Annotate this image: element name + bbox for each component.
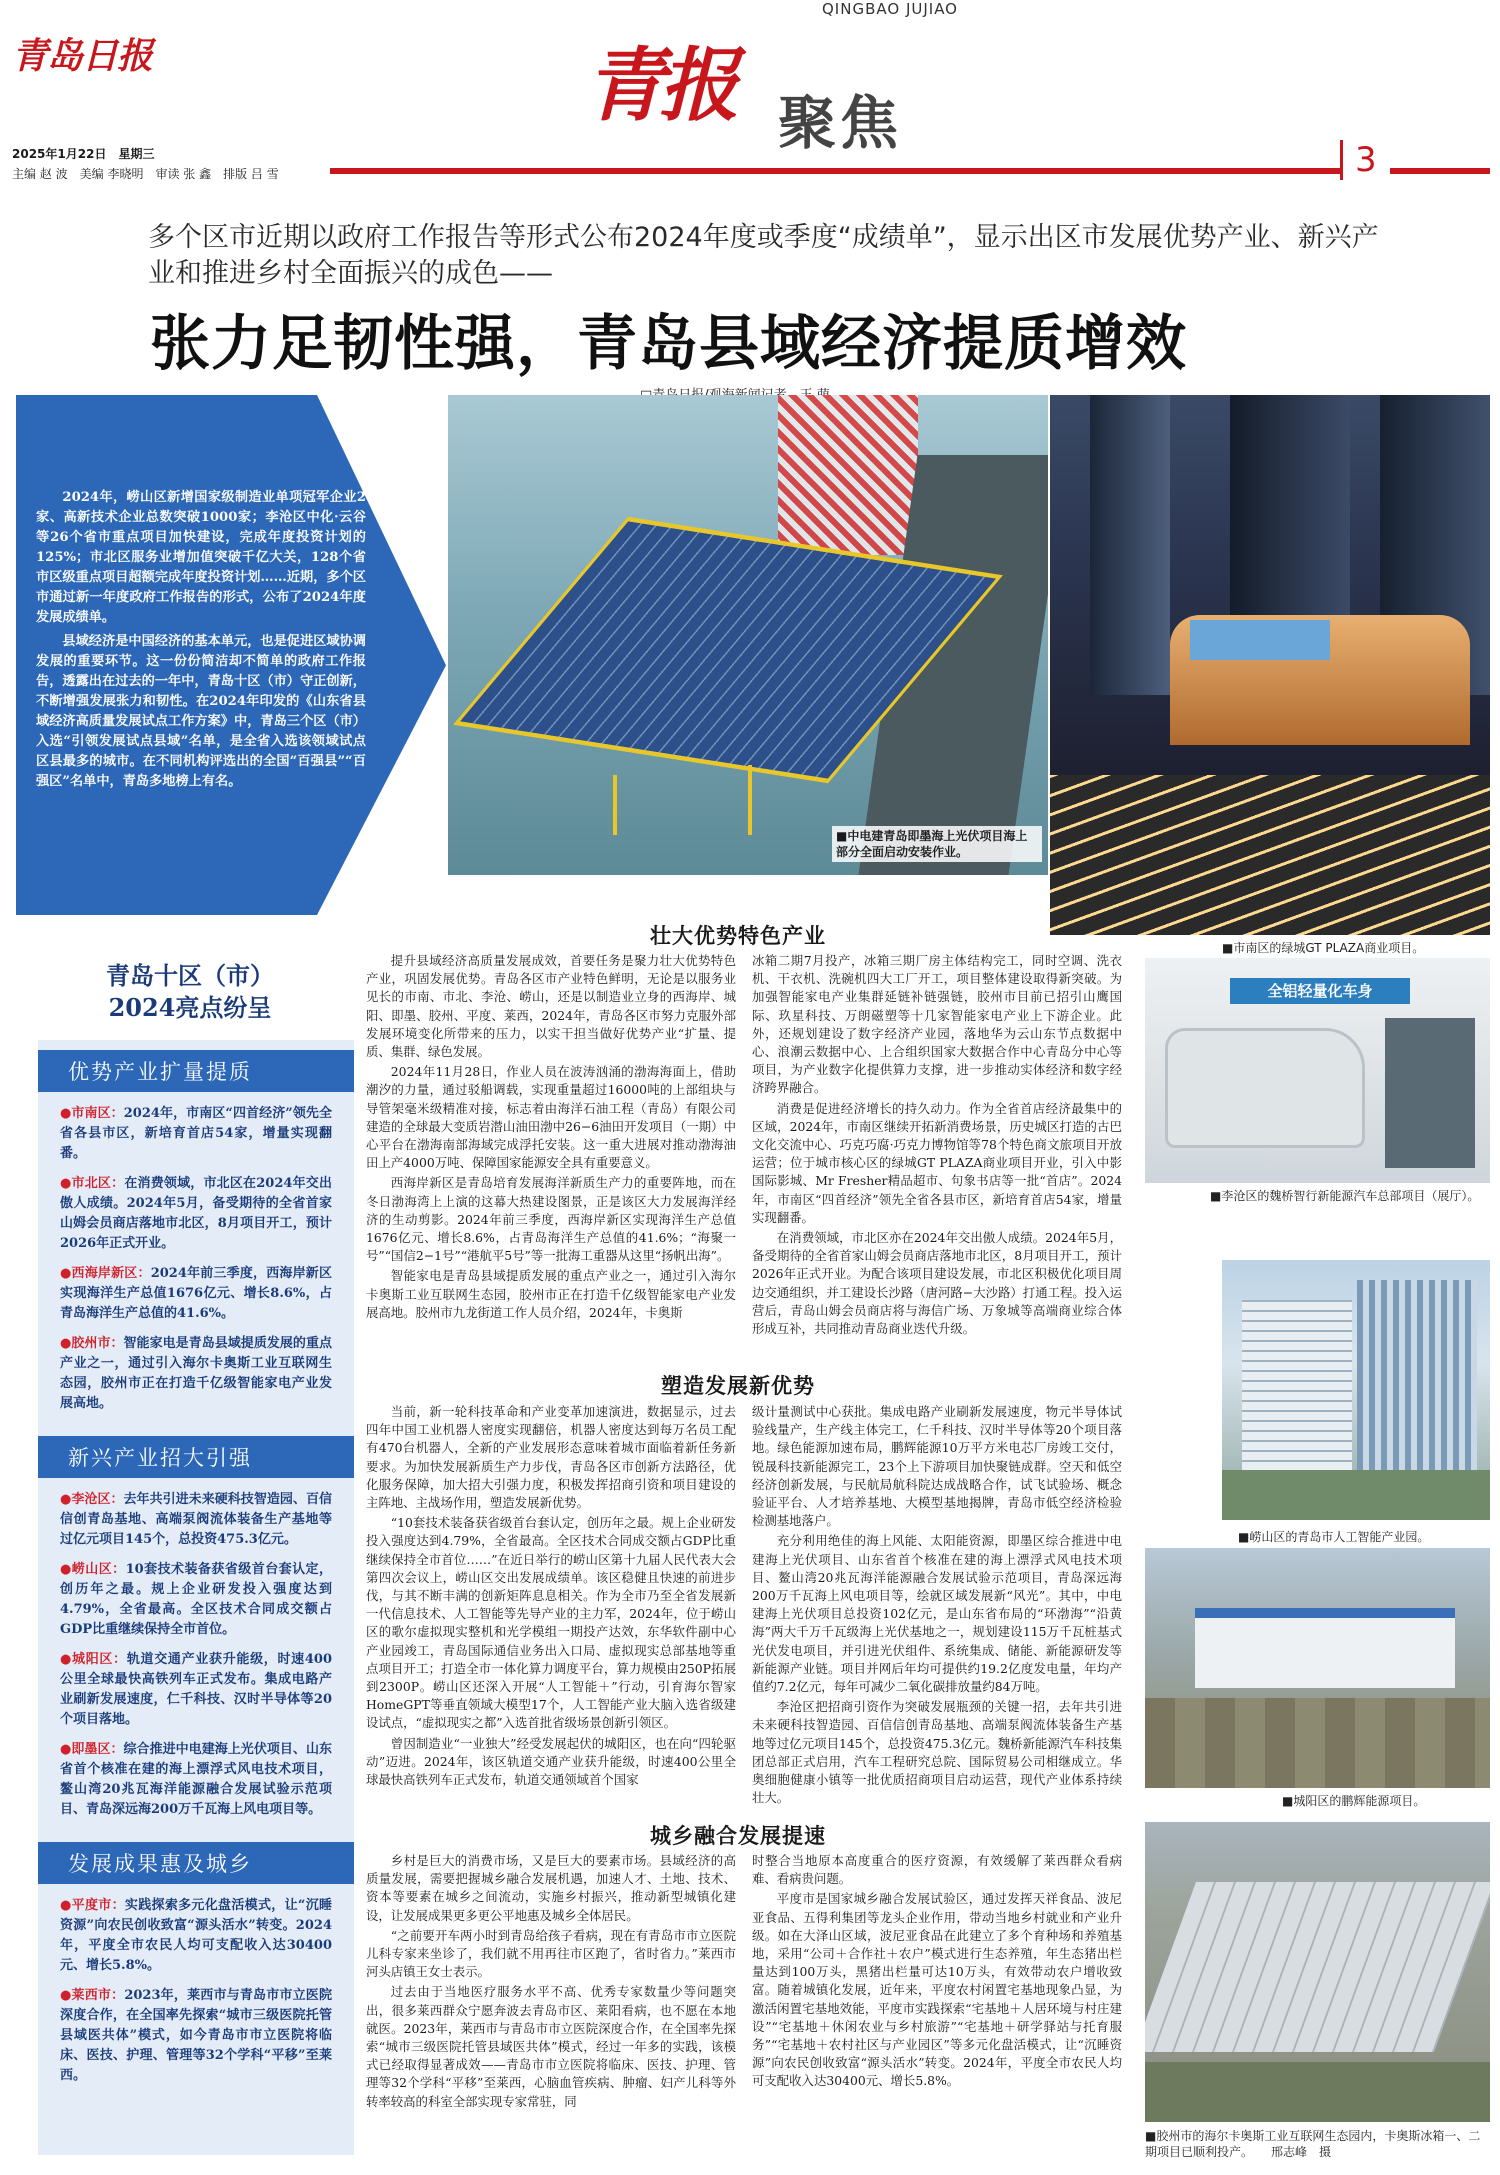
energy-plant-caption: ■城阳区的鹏辉能源项目。 (1282, 1794, 1426, 1808)
sidebar-title-line2: 2024亮点纷呈 (108, 993, 272, 1022)
ai-park-photo (1222, 1260, 1490, 1520)
article-column (366, 1852, 736, 2113)
gt-plaza-caption: ■市南区的绿城GT PLAZA商业项目。 (1222, 941, 1425, 955)
gt-plaza-photo (1050, 395, 1490, 935)
sidebar-item: ●莱西市：2023年，莱西市与青岛市市立医院深度合作，在全国率先探索“城市三级医院托管县域医共体”模式，如今青岛市市立医院将临床、医技、护理、管理等32个学科“平移”至莱西。 (60, 1988, 332, 2083)
paragraph: 冰箱二期7月投产，冰箱三期厂房主体结构完工，同时空调、洗衣机、干衣机、洗碗机四大工厂开工，项目整体建设取得新突破。为加强智能家电产业集群延链补链强链，胶州市目前已招引山鹰国际、玖星科技、万朗磁塑等十几家智能家电产业上下游企业。此外，还规划建设了数字经济产业园，落地华为云山东节点数据中心、浪潮云数据中心、上合组织国家大数据合作中心青岛分中心等项目，为产业数字化提供算力支撑，进一步推动实体经济和数字经济跨界融合。 (752, 953, 1122, 1096)
masthead-rule-right (1390, 168, 1490, 174)
paragraph: 提升县域经济高质量发展成效，首要任务是聚力壮大优势特色产业，巩固发展优势。青岛各区市产业特色鲜明，无论是以服务业见长的市南、市北、李沧、崂山，还是以制造业立身的西海岸、城阳、即墨、胶州、平度、莱西，2024年，青岛各区市努力克服外部发展环境变化所带来的压力，以实干担当做好优势产业“扩量、提质、集群、绿色发展。 (366, 953, 736, 1060)
factory-photo (1145, 1822, 1490, 2122)
tower (1090, 395, 1170, 695)
article-column (366, 952, 736, 1324)
platform-leg (613, 775, 617, 835)
sidebar-item: ●市北区：在消费领域，市北区在2024年交出傲人成绩。2024年5月，备受期待的全省首家山姆会员商店落地市北区，8月项目开工，预计2026年正式开业。 (60, 1176, 332, 1251)
sidebar-panel (38, 1040, 354, 2155)
paragraph: 级计量测试中心获批。集成电路产业刷新发展速度，物元半导体试验线量产，生产线主体完工，仁千科技、汉时半导体等20个项目落地。绿色能源加速布局，鹏辉能源10万平方米电芯厂房竣工交付，锐晟科技新能源完工，23个上下游项目加快聚链成群。空天和低空经济创新发展，与民航局航科院达成战略合作，试飞试验场、概念验证平台、人才培养基地、大模型基地揭牌，青岛市低空经济检验检测基地落户。 (752, 1404, 1122, 1529)
sidebar-heading-1: 优势产业扩量提质 (38, 1050, 354, 1092)
factory-caption: ■胶州市的海尔卡奥斯工业互联网生态园内，卡奥斯冰箱一、二期项目已顺利投产。 邢志峰 摄 (1145, 2129, 1481, 2159)
section-heading-3: 城乡融合发展提速 (650, 1823, 826, 1848)
section-heading-2: 塑造发展新优势 (661, 1373, 815, 1398)
car-frame (1165, 1028, 1365, 1148)
headline-title: 张力足韧性强，青岛县域经济提质增效 (150, 309, 1187, 379)
grounds (1145, 1698, 1490, 1788)
paragraph: 时整合当地原本高度重合的医疗资源，有效缓解了莱西群众看病难、看病贵问题。 (752, 1853, 1122, 1887)
masthead-pinyin: QINGBAO JUJIAO (822, 0, 958, 18)
display-panel (1385, 1018, 1475, 1168)
headline-kicker: 多个区市近期以政府工作报告等形式公布2024年度或季度“成绩单”，显示出区市发展优势产业、新兴产业和推进乡村全面振兴的成色—— (148, 222, 1379, 289)
sidebar-item: ●市南区：2024年，市南区“四首经济”领先全省各县市区，新培育首店54家，增量实现翻番。 (60, 1106, 333, 1161)
section-logo: 青报 (585, 38, 733, 132)
issue-date: 2025年1月22日 星期三 (12, 147, 155, 161)
paragraph: 消费是促进经济增长的持久动力。作为全省首店经济最集中的区域，2024年，市南区继续开拓新消费场景，历史城区打造的古巴文化交流中心、巧克巧腐·巧克力博物馆等78个特色商文旅项目开放运营；位于城市核心区的绿城GT PLAZA商业项目开业，引入中影国际影城、Mr Fresher精品超市、句象书店等一批“首店”。2024年，市南区“四首经济”领先全省各县市区，新培育首店54家，增量实现翻番。 (752, 1100, 1122, 1225)
energy-plant-photo (1145, 1548, 1490, 1788)
sidebar-item: ●平度市：实践探索多元化盘活模式，让“沉睡资源”向农民创收致富“源头活水”转变。2024年，平度全市农民人均可支配收入达30400元、增长5.8%。 (60, 1898, 332, 1973)
solar-photo-caption: ■中电建青岛即墨海上光伏项目海上部分全面启动安装作业。 (832, 826, 1042, 862)
tower (1230, 395, 1350, 635)
landscape (1222, 1470, 1490, 1520)
sidebar-title (60, 960, 320, 1024)
paragraph: “之前要开车两小时到青岛给孩子看病，现在有青岛市市立医院儿科专家来坐诊了，我们就不用再往市区跑了，省时省力。”莱西市河头店镇王女士表示。 (366, 1927, 736, 1980)
sidebar-item: ●胶州市：智能家电是青岛县域提质发展的重点产业之一，通过引入海尔卡奥斯工业互联网生态园，胶州市正在打造千亿级智能家电产业发展高地。 (60, 1336, 332, 1411)
sidebar-item: ●城阳区：轨道交通产业获升能级，时速400公里全球最快高铁列车正式发布。集成电路产业刷新发展速度，仁千科技、汉时半导体等20个项目落地。 (60, 1652, 333, 1727)
paragraph: 乡村是巨大的消费市场，又是巨大的要素市场。县域经济的高质量发展，需要把握城乡融合发展机遇，加速人才、土地、技术、资本等要素在城乡之间流动，实施乡村振兴，推动新型城镇化建设，让发展成果更多更公平地惠及城乡全体居民。 (366, 1853, 736, 1923)
platform-leg (748, 765, 752, 835)
article-column (752, 1403, 1122, 1809)
paragraph: 充分利用绝佳的海上风能、太阳能资源，即墨区综合推进中电建海上光伏项目、山东省首个核准在建的海上漂浮式风电技术项目、鳌山湾20兆瓦海洋能源融合发展试验示范项目，青岛深远海200万千瓦海上风电项目等，绘就区域发展新“风光”。其中，中电建海上光伏项目总投资102亿元，是山东省布局的“环渤海”“沿黄海”两大千万千瓦级海上光伏基地之一，规划建设115万千瓦桩基式光伏发电项目，并引进光伏组件、系统集成、储能、新能源研发等新能源产业链。项目并网后年均可提供约19.2亿度发电量，年均产值约7.2亿元，每年可减少二氧化碳排放量约84万吨。 (752, 1533, 1122, 1695)
solar-photo (448, 395, 1048, 875)
led-screen (1190, 620, 1330, 660)
sidebar-item: ●即墨区：综合推进中电建海上光伏项目、山东省首个核准在建的海上漂浮式风电技术项目，鳌山湾20兆瓦海洋能源融合发展试验示范项目、青岛深远海200万千瓦海上风电项目等。 (60, 1742, 332, 1817)
lead-paragraph-1: 2024年，崂山区新增国家级制造业单项冠军企业2家、高新技术企业总数突破1000家；李沧区中化·云谷等26个省市重点项目加快建设，完成年度投资计划的125%；市北区服务业增加值突破千亿大关，128个省市区级重点项目超额完成年度投资计划……近期，多个区市通过新一年度政府工作报告的形式，公布了2024年度发展成绩单。 (36, 490, 366, 625)
sidebar-heading-3: 发展成果惠及城乡 (38, 1842, 354, 1884)
paragraph: 过去由于当地医疗服务水平不高、优秀专家数量少等问题突出，很多莱西群众宁愿奔波去青岛市区、莱阳看病，也不愿在本地就医。2023年，莱西市与青岛市市立医院深度合作，在全国率先探索“城市三级医院托管县域医共体”模式，经过一年多的实践，该模式已经取得显著成效——青岛市市立医院将临床、医技、护理、管理等32个学科“平移”至莱西，心脑血管疾病、肿瘤、妇产儿科等外转率较高的科室全部实现专家常驻，同 (366, 1984, 736, 2109)
editor-credits: 主编 赵 波 美编 李晓明 审读 张 鑫 排版 吕 雪 (12, 167, 279, 181)
factory-hall (1195, 1608, 1455, 1688)
paragraph: “10套技术装备获省级首台套认定，创历年之最。规上企业研发投入强度达到4.79%，全省最高。全区技术合同成交额占GDP比重继续保持全市首位……”在近日举行的崂山区第十九届人民代表大会第四次会议上，崂山区交出发展成绩单。该区稳健且快速的前进步伐，与其不断丰满的创新矩阵息息相关。作为全市乃至全省发展新一代信息技术、人工智能等先导产业的主力军，2024年，位于崂山区的歌尔虚拟现实整机和光学模组一期投产达效，东华软件副中心产业园竣工，青岛国际通信业务出入口局、虚拟现实总部基地等重点项目开工；打造全市一体化算力调度平台，算力规模由250P拓展到2300P。崂山区还深入开展“人工智能＋”行动，引育海尔智家HomeGPT等垂直领域大模型17个，人工智能产业大脑入选省级建设试点，“虚拟现实之都”入选首批省级场景创新引领区。 (366, 1515, 736, 1731)
paragraph: 2024年11月28日，作业人员在波涛汹涌的渤海海面上，借助潮汐的力量，通过驳船调载，实现重量超过16000吨的上部组块与导管架毫米级精准对接，标志着由海洋石油工程（青岛）有限公司建造的全球最大变质岩潜山油田渤中26−6油田开发项目（一期）中心平台在渤海南部海域完成浮托安装。这一重大进展对推动渤海油田上产4000万吨、保障国家能源安全具有重要意义。 (366, 1064, 736, 1171)
paragraph: 西海岸新区是青岛培育发展海洋新质生产力的重要阵地，而在冬日渤海湾上上演的这幕大热建设图景，正是该区大力发展海洋经济的生动剪影。2024年前三季度，西海岸新区实现海洋生产总值1676亿元、增长8.6%，占青岛海洋生产总值的41.6%；“海聚一号”“国信2−1号”“港航平5号”等一批海工重器从这里“扬帆出海”。 (366, 1175, 736, 1264)
article-column (752, 1852, 1122, 2093)
ai-park-caption: ■崂山区的青岛市人工智能产业园。 (1238, 1530, 1430, 1544)
crane-structure (778, 395, 918, 555)
ev-sign: 全铝轻量化车身 (1230, 978, 1410, 1004)
masthead-rule-tick (1340, 140, 1343, 180)
article-column (752, 952, 1122, 1340)
paragraph: 曾因制造业“一业独大”经受发展起伏的城阳区，也在向“四轮驱动”迈进。2024年，该区轨道交通产业获升能级，时速400公里全球最快高铁列车正式发布，轨道交通领域首个国家 (366, 1735, 736, 1788)
sidebar-title-line1: 青岛十区（市） (106, 961, 274, 990)
factory-roofs (1145, 1882, 1490, 2052)
ev-showroom-photo (1145, 958, 1490, 1183)
sidebar-item: ●李沧区：去年共引进未来硬科技智造园、百信信创青岛基地、高端泵阀流体装备生产基地等过亿元项目145个，总投资475.3亿元。 (60, 1492, 332, 1547)
newspaper-logo: 青岛日报 (12, 35, 153, 77)
paragraph: 当前，新一轮科技革命和产业变革加速演进，数据显示，过去四年中国工业机器人密度实现翻倍，机器人密度达到每万名员工配有470台机器人，全新的产业发展形态意味着城市面临着新任务新要求。为加快发展新质生产力步伐，青岛各区市创新方法路径，优化服务保障，加大招大引强力度，积极发挥招商引资和项目建设的主阵地、主战场作用，塑造发展新优势。 (366, 1404, 736, 1511)
article-column (366, 1403, 736, 1791)
page-number: 3 (1355, 140, 1377, 180)
lead-text (36, 488, 366, 792)
paragraph: 在消费领域，市北区亦在2024年交出傲人成绩。2024年5月，备受期待的全省首家山姆会员商店落地市北区，8月项目开工，预计2026年正式开业。为配合该项目建设发展，市北区积极优化项目周边交通组织，并工建设长沙路（唐河路−大沙路）打通工程。投入运营后，青岛山姆会员商店将与海信广场、万象城等高端商业综合体形成互补，共同推动青岛商业迭代升级。 (752, 1230, 1122, 1337)
fields (1145, 2062, 1490, 2122)
sidebar-heading-2: 新兴产业招大引强 (38, 1436, 354, 1478)
traffic-lights (1050, 775, 1490, 935)
paragraph: 平度市是国家城乡融合发展试验区，通过发挥天祥食品、波尼亚食品、五得利集团等龙头企业作用，带动当地乡村就业和产业升级。如在大泽山区域，波尼亚食品在此建立了多个育种场和养殖基地，采用“公司＋合作社＋农户”模式进行生态养殖，年生态猪出栏量达到100万头，黑猪出栏量可达10万头，有效带动农户增收致富。随着城镇化发展，近年来，平度农村闲置宅基地现象凸显，为激活闲置宅基地效能，平度市实践探索“宅基地＋人居环境与村庄建设”“宅基地＋休闲农业与乡村旅游”“宅基地＋研学驿站与托育服务”“宅基地＋农村社区与产业园区”等多元化盘活模式，让“沉睡资源”向农民创收致富“源头活水”转变。2024年，平度全市农民人均可支配收入达30400元、增长5.8%。 (752, 1891, 1122, 2089)
section-heading-1: 壮大优势特色产业 (650, 923, 826, 948)
ev-showroom-caption: ■李沧区的魏桥智行新能源汽车总部项目（展厅）。 (1210, 1189, 1480, 1203)
paragraph: 智能家电是青岛县域提质发展的重点产业之一，通过引入海尔卡奥斯工业互联网生态园，胶州市正在打造千亿级智能家电产业发展高地。胶州市九龙街道工作人员介绍，2024年，卡奥斯 (366, 1268, 736, 1320)
masthead-rule (330, 168, 1340, 174)
office-building (1242, 1300, 1352, 1470)
sidebar-item: ●崂山区：10套技术装备获省级首台套认定，创历年之最。规上企业研发投入强度达到4.79%，全省最高。全区技术合同成交额占GDP比重继续保持全市首位。 (60, 1562, 333, 1637)
paragraph: 李沧区把招商引资作为突破发展瓶颈的关键一招，去年共引进未来硬科技智造园、百信信创青岛基地、高端泵阀流体装备生产基地等过亿元项目145个，总投资475.3亿元。魏桥新能源汽车科技集团总部正式启用，汽车工程研究总院、国际贸易公司相继成立。华奥细胞健康小镇等一批优质招商项目启动运营，现代产业体系持续壮大。 (752, 1699, 1122, 1806)
section-title: 聚焦 (778, 89, 903, 157)
office-building (1357, 1280, 1477, 1470)
sidebar-item: ●西海岸新区：2024年前三季度，西海岸新区实现海洋生产总值1676亿元、增长8.6%，占青岛海洋生产总值的41.6%。 (60, 1266, 333, 1321)
lead-paragraph-2: 县域经济是中国经济的基本单元，也是促进区域协调发展的重要环节。这一份份简洁却不简单的政府工作报告，透露出在过去的一年中，青岛十区（市）守正创新，不断增强发展张力和韧性。在2024年印发的《山东省县域经济高质量发展试点工作方案》中，青岛三个区（市）入选“引领发展试点县域”名单，是全省入选该领域试点区县最多的城市。在不同机构评选出的全国“百强县”“百强区”名单中，青岛多地榜上有名。 (36, 634, 366, 789)
